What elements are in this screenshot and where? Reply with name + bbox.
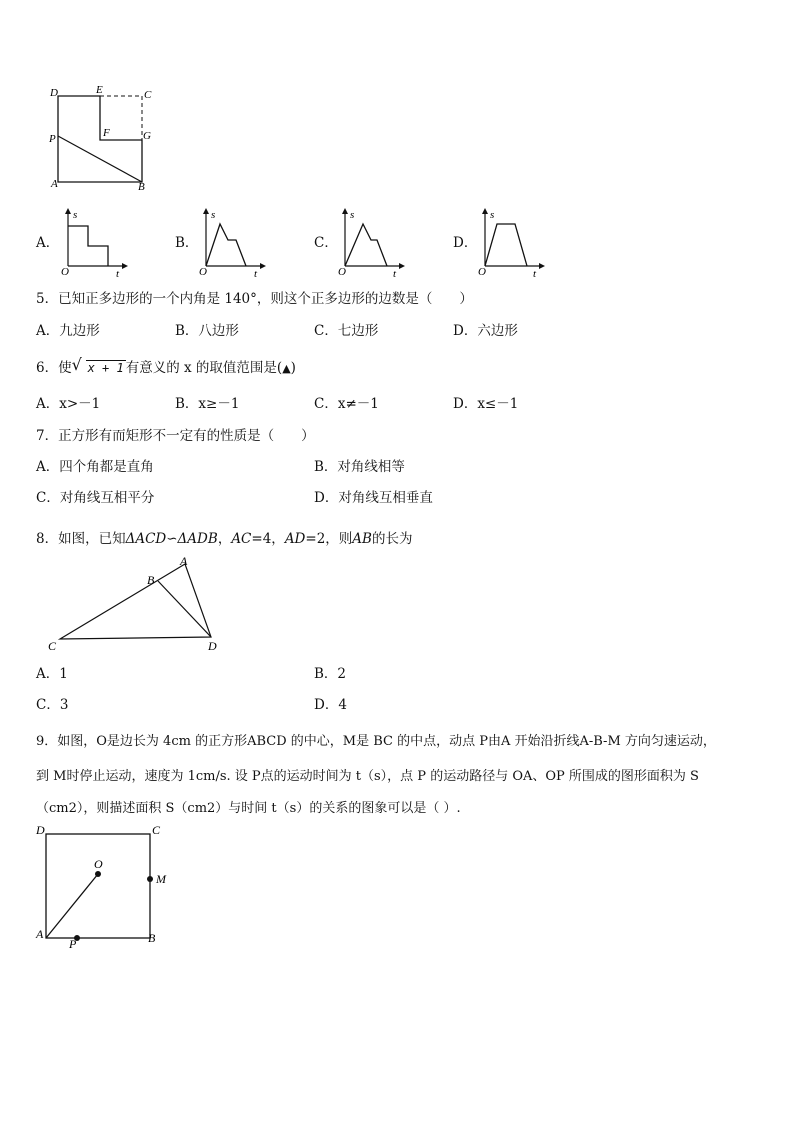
q9-label-a: A: [36, 927, 44, 941]
q4-graph-b-t: t: [254, 268, 258, 278]
q4-label-p: P: [49, 133, 56, 145]
q9-point-m: [147, 876, 153, 882]
q4-label-c: C: [144, 89, 152, 101]
q4-graph-c[interactable]: [335, 206, 407, 278]
q6-suffix: 有意义的 x 的取值范围是(: [125, 360, 283, 376]
q4-graph-d-curve: [485, 224, 527, 266]
q5-option-c[interactable]: C．七边形: [314, 323, 379, 339]
q4-graph-a-o: O: [61, 266, 69, 278]
q8-ad-value: =2，则: [305, 531, 353, 547]
q4-figure: [46, 84, 166, 194]
q8-option-d[interactable]: D．4: [314, 697, 347, 713]
q9-label-d: D: [36, 823, 45, 837]
q4-label-a: A: [51, 178, 58, 190]
q4-graph-c-s: s: [350, 209, 355, 221]
q6-option-a[interactable]: A．x>－1: [36, 396, 101, 412]
q9-figure: [34, 822, 174, 952]
q6-stem: [36, 355, 296, 378]
q4-graph-a-curve: [68, 226, 108, 266]
q7-option-d[interactable]: D．对角线互相垂直: [314, 490, 433, 506]
q8-label-b: B: [147, 573, 155, 587]
q4-option-c-label: C．: [314, 235, 338, 251]
q7-option-c[interactable]: C．对角线互相平分: [36, 490, 155, 506]
q8-label-a: A: [180, 555, 188, 568]
q8-stem: [36, 530, 412, 548]
q4-graph-c-t: t: [393, 268, 397, 278]
q4-graph-a-s: s: [73, 209, 78, 221]
q4-graph-d-t: t: [533, 268, 537, 278]
q4-label-b: B: [138, 181, 145, 193]
q4-graph-b-o: O: [199, 266, 207, 278]
q8-ac: AC: [231, 531, 252, 547]
q6-triangle: ▲: [282, 362, 291, 375]
q4-polygon: [58, 96, 142, 182]
q9-stem-line-3: （cm2），则描述面积 S（cm2）与时间 t（s）的关系的图象可以是（ ）.: [36, 801, 461, 816]
q4-graph-d[interactable]: [475, 206, 547, 278]
q8-triangle-acd: [60, 564, 211, 639]
q8-option-b[interactable]: B．2: [314, 666, 347, 682]
q4-graph-a-t: t: [116, 268, 120, 278]
q9-segment-oa: [46, 874, 98, 938]
q8-label-d: D: [208, 639, 217, 653]
q4-graph-a[interactable]: [58, 206, 130, 278]
q4-graph-d-o: O: [478, 266, 486, 278]
q7-option-b[interactable]: B．对角线相等: [314, 459, 405, 475]
q9-stem-line-1: 9．如图，O是边长为 4cm 的正方形ABCD 的中心，M是 BC 的中点，动点 P由A 开始沿折线A-B-M 方向匀速运动，: [36, 734, 716, 749]
q5-stem: 5．已知正多边形的一个内角是 140°，则这个正多边形的边数是（ ）: [36, 291, 473, 307]
q4-graph-b-s: s: [211, 209, 216, 221]
q9-label-p: P: [69, 937, 77, 951]
q9-point-o: [95, 871, 101, 877]
sqrt-icon: √: [71, 355, 82, 374]
q9-square-abcd: [46, 834, 150, 938]
q4-graph-c-o: O: [338, 266, 346, 278]
q8-segment-bd: [158, 581, 211, 637]
q8-ad: AD: [284, 531, 306, 547]
q9-label-m: M: [156, 872, 166, 886]
q4-label-g: G: [143, 130, 151, 142]
q8-option-a[interactable]: A．1: [36, 666, 68, 682]
q4-option-a-label: A．: [36, 235, 60, 251]
q8-ac-value: =4，: [251, 531, 285, 547]
q4-label-f: F: [103, 127, 110, 139]
q4-label-d: D: [50, 87, 58, 99]
q6-sqrt: [71, 355, 126, 377]
q5-option-a[interactable]: A．九边形: [36, 323, 100, 339]
q9-label-b: B: [148, 931, 156, 945]
q7-option-a[interactable]: A．四个角都是直角: [36, 459, 154, 475]
q7-stem: 7．正方形有而矩形不一定有的性质是（ ）: [36, 428, 315, 444]
q4-graph-b[interactable]: [196, 206, 268, 278]
q8-figure: [44, 555, 234, 655]
q8-similar: ΔACD∽ΔADB: [125, 531, 218, 547]
q8-label-c: C: [48, 639, 57, 653]
q8-ab: AB: [352, 531, 372, 547]
q6-option-d[interactable]: D．x≤－1: [453, 396, 519, 412]
q4-label-e: E: [96, 84, 103, 96]
q6-option-b[interactable]: B．x≥－1: [175, 396, 240, 412]
q4-segment-pb: [58, 136, 142, 182]
q4-option-b-label: B．: [175, 235, 199, 251]
q8-sep: ，: [217, 531, 232, 547]
q6-option-c[interactable]: C．x≠－1: [314, 396, 379, 412]
q4-graph-d-s: s: [490, 209, 495, 221]
q4-graph-b-curve: [206, 224, 246, 266]
q8-option-c[interactable]: C．3: [36, 697, 69, 713]
q5-option-b[interactable]: B．八边形: [175, 323, 239, 339]
q4-graph-c-curve: [345, 224, 387, 266]
q5-option-d[interactable]: D．六边形: [453, 323, 518, 339]
q6-radicand: x + 1: [87, 361, 124, 375]
q6-prefix: 6．使: [36, 360, 72, 376]
q9-stem-line-2: 到 M时停止运动，速度为 1cm/s. 设 P点的运动时间为 t（s），点 P 的运动路径与 OA、OP 所围成的图形面积为 S: [36, 769, 699, 784]
q9-label-o: O: [94, 857, 103, 871]
q8-prefix: 8．如图，已知: [36, 531, 126, 547]
q8-suffix: 的长为: [371, 531, 413, 547]
q4-option-d-label: D．: [453, 235, 478, 251]
q6-close: ): [290, 360, 296, 376]
q9-label-c: C: [152, 823, 161, 837]
